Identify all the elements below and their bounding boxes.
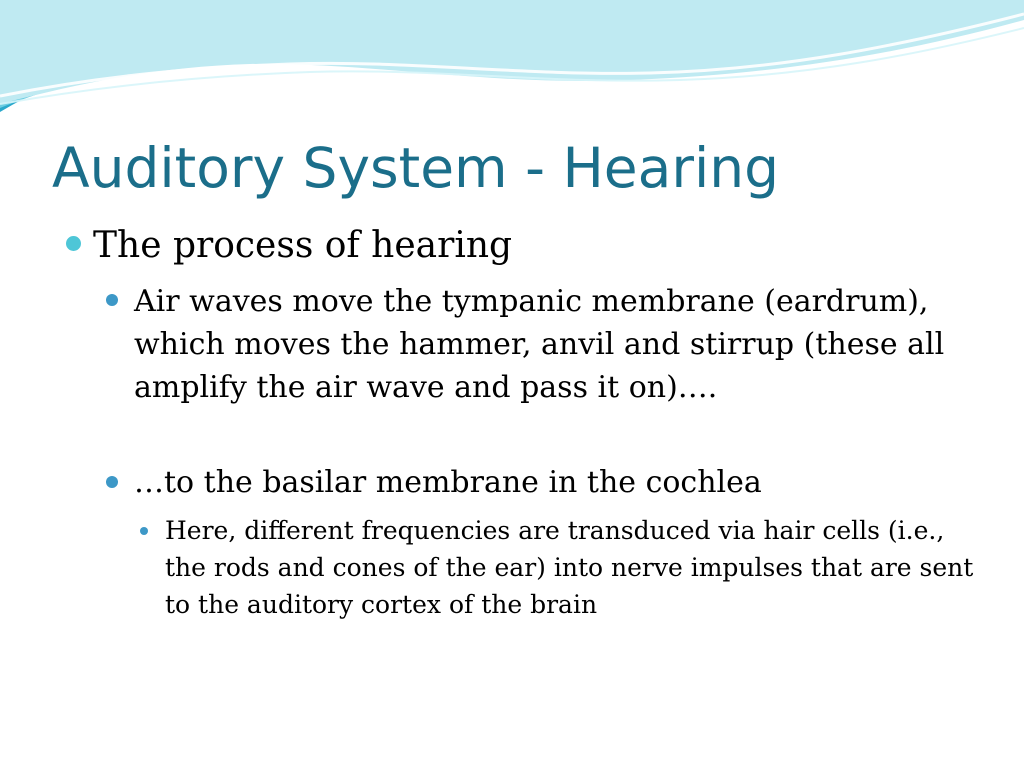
bullet-level-2-icon	[106, 476, 118, 488]
bullet-level-1-icon	[66, 236, 81, 251]
bullet-level-2-text: …to the basilar membrane in the cochlea	[134, 465, 762, 500]
slide-title: Auditory System - Hearing	[52, 136, 780, 200]
bullet-level-3-text: Here, different frequencies are transduced via hair cells (i.e., the rods and cones of the ear) into nerve impulses that are sent to the auditory cortex of the brain	[165, 516, 974, 619]
bullet-level-1-text: The process of hearing	[93, 225, 513, 266]
bullet-level-3-icon	[140, 527, 148, 535]
bullet-level-2-text: Air waves move the tympanic membrane (eardrum), which moves the hammer, anvil and stirrup (these all amplify the air wave and pass it on)….	[134, 284, 945, 405]
bullet-level-2-icon	[106, 294, 118, 306]
